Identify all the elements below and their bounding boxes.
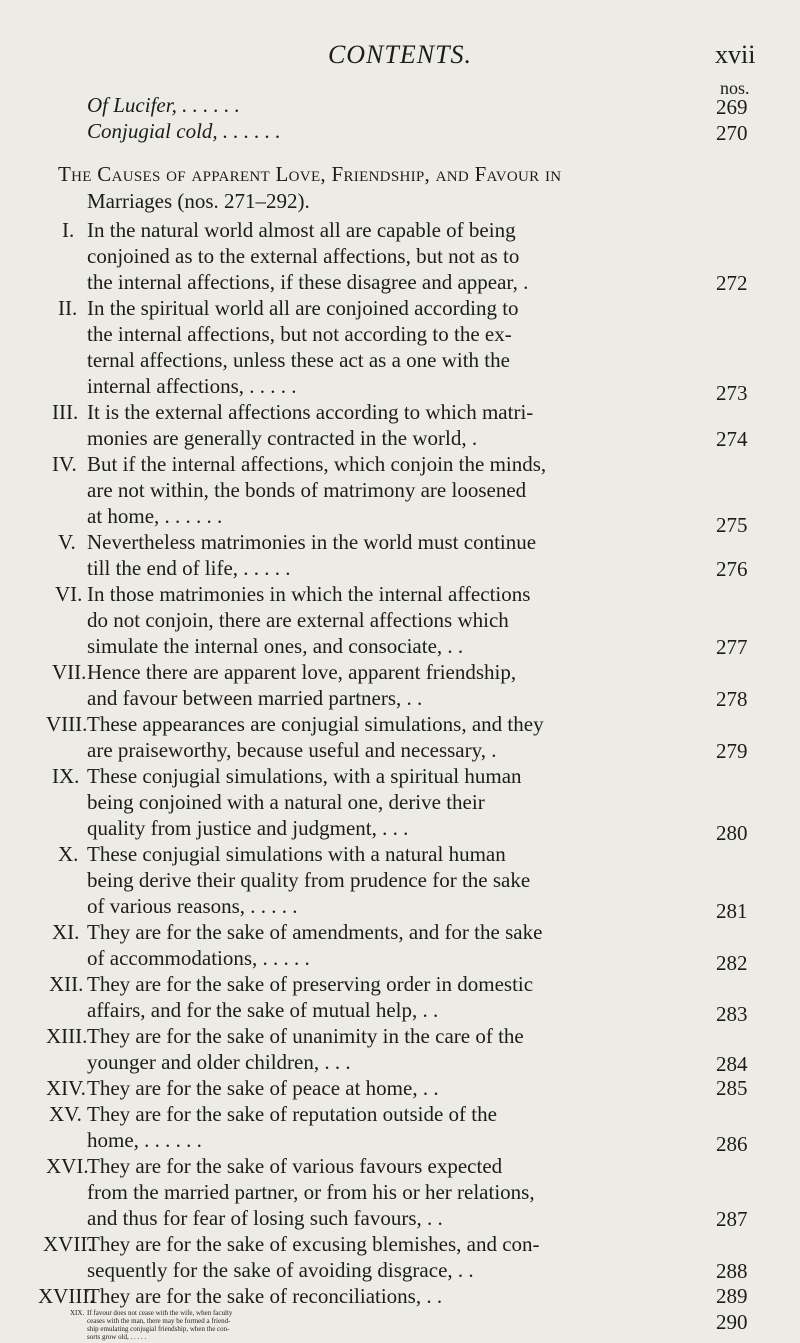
item-line: These appearances are conjugial simulations, and they xyxy=(87,712,544,736)
page-number: xvii xyxy=(715,40,756,69)
item-line: internal affections, . . . . . xyxy=(87,374,297,398)
item-line: They are for the sake of reconciliations, . . xyxy=(87,1284,443,1308)
entry-of-lucifer: Of Lucifer, . . . . . . xyxy=(87,93,240,117)
item-number: 280 xyxy=(716,821,748,845)
item-numeral: XIII. xyxy=(46,1024,88,1048)
item-line: are not within, the bonds of matrimony are loosened xyxy=(87,478,527,502)
item-line: They are for the sake of preserving order in domestic xyxy=(87,972,534,996)
item-line: ternal affections, unless these act as a one with the xyxy=(87,348,510,372)
item-line: But if the internal affections, which conjoin the minds, xyxy=(87,452,547,476)
item-numeral: V. xyxy=(58,530,76,554)
item-line: ship emulating conjugial friendship, when the con- xyxy=(87,1325,230,1333)
item-number: 275 xyxy=(716,513,748,537)
item-numeral: IV. xyxy=(52,452,77,476)
item-line: and thus for fear of losing such favours, . . xyxy=(87,1206,443,1230)
item-numeral: XIV. xyxy=(46,1076,86,1100)
item-number: 274 xyxy=(716,427,748,451)
item-line: Nevertheless matrimonies in the world must continue xyxy=(87,530,537,554)
item-number: 288 xyxy=(716,1259,748,1283)
nos-column-label: nos. xyxy=(720,78,750,98)
item-line: from the married partner, or from his or her relations, xyxy=(87,1180,535,1204)
item-line: monies are generally contracted in the world, . xyxy=(87,426,478,450)
item-number: 286 xyxy=(716,1132,748,1156)
item-line: of various reasons, . . . . . xyxy=(87,894,298,918)
item-number: 272 xyxy=(716,271,748,295)
item-line: They are for the sake of reputation outside of the xyxy=(87,1102,497,1126)
item-number: 273 xyxy=(716,381,748,405)
item-line: These conjugial simulations with a natural human xyxy=(87,842,506,866)
item-line: quality from justice and judgment, . . . xyxy=(87,816,409,840)
item-number: 276 xyxy=(716,557,748,581)
item-numeral: I. xyxy=(62,218,75,242)
item-number: 289 xyxy=(716,1284,748,1308)
item-line: younger and older children, . . . xyxy=(87,1050,351,1074)
item-number: 287 xyxy=(716,1207,748,1231)
item-number: 281 xyxy=(716,899,748,923)
item-line: In those matrimonies in which the internal affections xyxy=(87,582,531,606)
item-line: being derive their quality from prudence for the sake xyxy=(87,868,531,892)
item-numeral: XII. xyxy=(49,972,84,996)
item-numeral: VI. xyxy=(55,582,83,606)
entry-number: 270 xyxy=(716,121,748,145)
item-numeral: II. xyxy=(58,296,78,320)
item-numeral: XVI. xyxy=(46,1154,89,1178)
item-line: Hence there are apparent love, apparent friendship, xyxy=(87,660,517,684)
entry-number: 269 xyxy=(716,95,748,119)
item-numeral: XV. xyxy=(49,1102,82,1126)
item-number: 283 xyxy=(716,1002,748,1026)
item-numeral: IX. xyxy=(52,764,80,788)
item-number: 277 xyxy=(716,635,748,659)
section-heading-range: Marriages (nos. 271–292). xyxy=(87,189,310,213)
item-numeral: XI. xyxy=(52,920,80,944)
item-line: being conjoined with a natural one, derive their xyxy=(87,790,485,814)
item-number: 279 xyxy=(716,739,748,763)
item-numeral: III. xyxy=(52,400,79,424)
item-number: 282 xyxy=(716,951,748,975)
item-line: ceases with the man, there may be formed a friend- xyxy=(87,1317,231,1325)
item-line: simulate the internal ones, and consociate, . . xyxy=(87,634,464,658)
item-line: the internal affections, but not according to the ex- xyxy=(87,322,512,346)
item-line: till the end of life, . . . . . xyxy=(87,556,291,580)
item-line: affairs, and for the sake of mutual help, . . xyxy=(87,998,439,1022)
item-line: It is the external affections according to which matri- xyxy=(87,400,534,424)
item-numeral: XVII. xyxy=(43,1232,93,1256)
item-line: These conjugial simulations, with a spiritual human xyxy=(87,764,522,788)
item-line: conjoined as to the external affections, but not as to xyxy=(87,244,520,268)
item-number: 290 xyxy=(716,1310,748,1334)
item-line: and favour between married partners, . . xyxy=(87,686,423,710)
item-line: In the natural world almost all are capable of being xyxy=(87,218,516,242)
item-number: 278 xyxy=(716,687,748,711)
item-line: They are for the sake of various favours expected xyxy=(87,1154,503,1178)
item-numeral: VIII. xyxy=(46,712,88,736)
item-line: They are for the sake of amendments, and for the sake xyxy=(87,920,543,944)
item-number: 284 xyxy=(716,1052,748,1076)
item-numeral: XVIII. xyxy=(38,1284,95,1308)
item-line: home, . . . . . . xyxy=(87,1128,202,1152)
item-numeral: XIX. xyxy=(70,1309,85,1317)
item-numeral: X. xyxy=(58,842,79,866)
section-heading: The Causes of apparent Love, Friendship, and Favour in xyxy=(58,162,562,186)
item-numeral: VII. xyxy=(52,660,87,684)
item-line: sequently for the sake of avoiding disgrace, . . xyxy=(87,1258,474,1282)
item-line: of accommodations, . . . . . xyxy=(87,946,310,970)
entry-conjugial-cold: Conjugial cold, . . . . . . xyxy=(87,119,281,143)
item-line: In the spiritual world all are conjoined according to xyxy=(87,296,519,320)
item-line: They are for the sake of unanimity in the care of the xyxy=(87,1024,524,1048)
item-line: If favour does not cease with the wife, when faculty xyxy=(87,1309,233,1317)
item-line: are praiseworthy, because useful and necessary, . xyxy=(87,738,497,762)
item-line: They are for the sake of peace at home, . . xyxy=(87,1076,439,1100)
item-number: 285 xyxy=(716,1076,748,1100)
item-line: do not conjoin, there are external affections which xyxy=(87,608,509,632)
item-line: They are for the sake of excusing blemishes, and con- xyxy=(87,1232,540,1256)
item-line: the internal affections, if these disagree and appear, . xyxy=(87,270,529,294)
running-header-title: CONTENTS. xyxy=(327,40,473,69)
item-line: sorts grow old, . . . . . xyxy=(87,1333,147,1341)
item-line: at home, . . . . . . xyxy=(87,504,223,528)
